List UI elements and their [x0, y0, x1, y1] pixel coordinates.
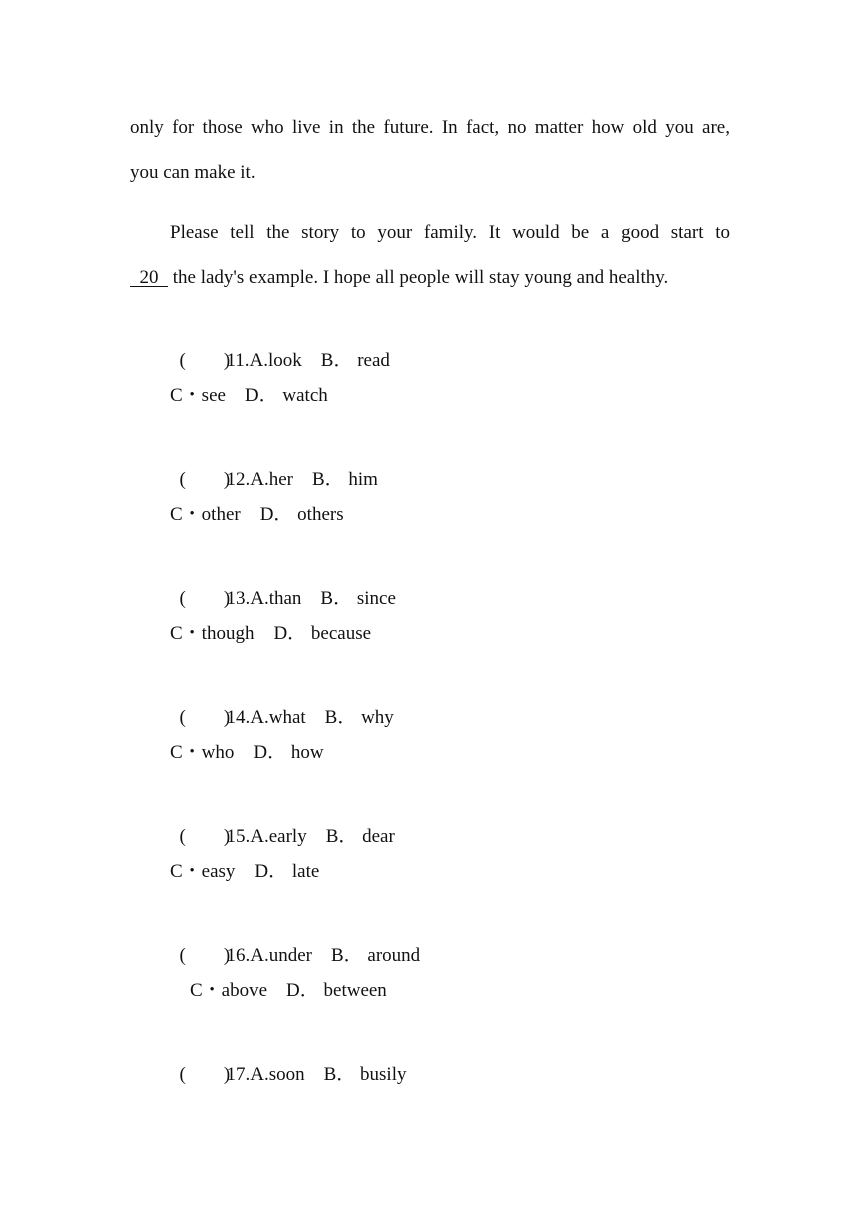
passage-line-3: Please tell the story to your family. It would be a good start to — [170, 222, 730, 243]
question-12-row2: C・other D． others — [170, 504, 344, 525]
answer-bracket-16[interactable]: ( ) — [179, 945, 231, 966]
question-13-row1: 13.A.than B． since — [226, 588, 396, 609]
blank-20[interactable] — [130, 267, 168, 288]
question-16-row1: 16.A.under B． around — [226, 945, 421, 966]
passage-line-1: only for those who live in the future. In fact, no matter how old you are, — [130, 117, 730, 138]
question-11 — [170, 325, 390, 373]
question-14-row2: C・who D． how — [170, 742, 324, 763]
question-14 — [170, 682, 394, 730]
question-11-row2: C・see D． watch — [170, 385, 328, 406]
answer-bracket-12[interactable]: ( ) — [179, 469, 231, 490]
question-12 — [170, 444, 378, 492]
question-15-row1: 15.A.early B． dear — [226, 826, 395, 847]
answer-bracket-11[interactable]: ( ) — [179, 350, 231, 371]
blank-number: 20 — [139, 267, 159, 288]
answer-bracket-14[interactable]: ( ) — [179, 707, 231, 728]
passage-line-4 — [130, 266, 668, 290]
question-16 — [170, 920, 420, 968]
answer-bracket-15[interactable]: ( ) — [179, 826, 231, 847]
question-11-row1: 11.A.look B． read — [226, 350, 390, 371]
question-12-row1: 12.A.her B． him — [226, 469, 378, 490]
question-17 — [170, 1039, 407, 1087]
answer-bracket-13[interactable]: ( ) — [179, 588, 231, 609]
passage-line-4-text: the lady's example. I hope all people will stay young and healthy. — [168, 267, 669, 288]
answer-bracket-17[interactable]: ( ) — [179, 1064, 231, 1085]
question-15-row2: C・easy D． late — [170, 861, 320, 882]
question-13 — [170, 563, 396, 611]
question-13-row2: C・though D． because — [170, 623, 372, 644]
passage-line-2: you can make it. — [130, 162, 256, 183]
question-15 — [170, 801, 395, 849]
question-16-row2: C・above D． between — [190, 980, 387, 1001]
question-17-row1: 17.A.soon B． busily — [226, 1064, 407, 1085]
question-14-row1: 14.A.what B． why — [226, 707, 394, 728]
